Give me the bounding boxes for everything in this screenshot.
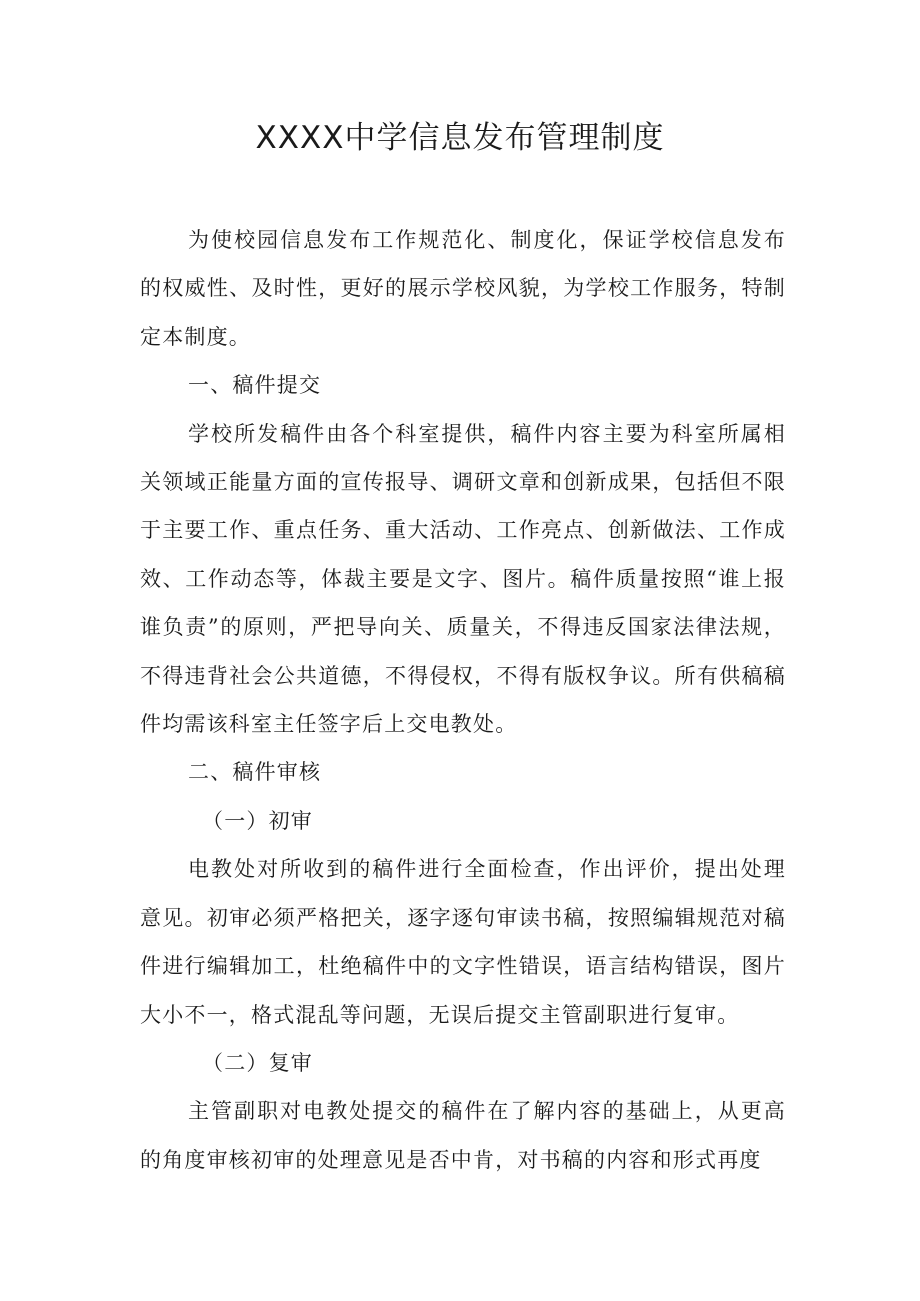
submission-paragraph: 学校所发稿件由各个科室提供，稿件内容主要为科室所属相关领域正能量方面的宣传报导、调研文章和创新成果，包括但不限于主要工作、重点任务、重大活动、工作亮点、创新做法、工作成效、工作动态等，体裁主要是文字、图片。稿件质量按照“谁上报谁负责”的原则，严把导向关、质量关，不得违反国家法律法规，不得违背社会公共道德，不得侵权，不得有版权争议。所有供稿稿件均需该科室主任签字后上交电教处。 bbox=[140, 421, 786, 737]
second-review-paragraph: 主管副职对电教处提交的稿件在了解内容的基础上，从更高的角度审核初审的处理意见是否中肯，对书稿的内容和形式再度 bbox=[140, 1099, 786, 1172]
initial-review-paragraph: 电教处对所收到的稿件进行全面检查，作出评价，提出处理意见。初审必须严格把关，逐字逐句审读书稿，按照编辑规范对稿件进行编辑加工，杜绝稿件中的文字性错误，语言结构错误，图片大小不一，格式混乱等问题，无误后提交主管副职进行复审。 bbox=[140, 857, 786, 1027]
document-title: XXXX中学信息发布管理制度 bbox=[255, 120, 665, 156]
intro-paragraph: 为使校园信息发布工作规范化、制度化，保证学校信息发布的权威性、及时性，更好的展示学校风貌，为学校工作服务，特制定本制度。 bbox=[140, 228, 786, 349]
subheading-second-review: （二）复审 bbox=[202, 1050, 313, 1075]
document-body bbox=[140, 216, 786, 1184]
section-heading-review: 二、稿件审核 bbox=[188, 760, 322, 785]
subheading-initial-review: （一）初审 bbox=[202, 808, 313, 833]
section-heading-submission: 一、稿件提交 bbox=[188, 373, 322, 398]
